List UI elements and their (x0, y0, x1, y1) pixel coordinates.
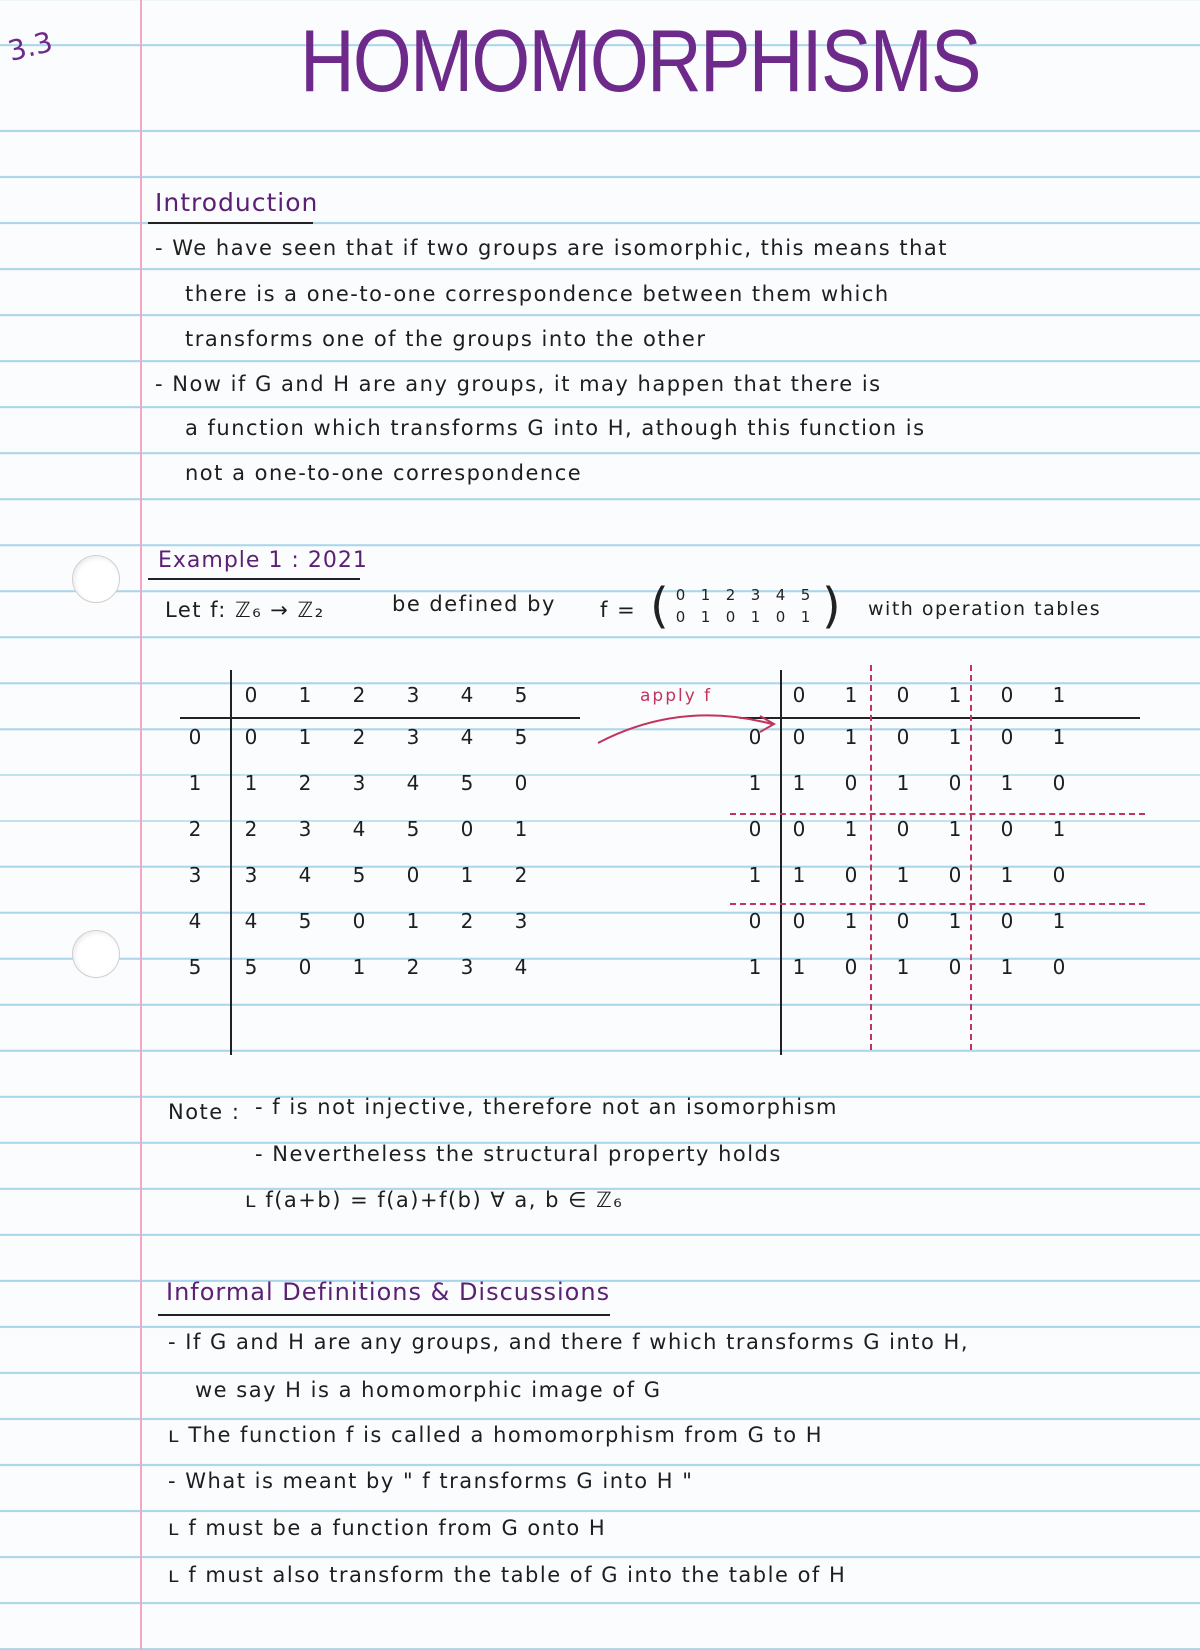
perm-bottom-value: 0 (675, 608, 686, 626)
intro-line: - Now if G and H are any groups, it may happen that there is (155, 372, 882, 396)
table-header-cell: 4 (460, 683, 474, 707)
table-cell: 0 (844, 955, 858, 979)
note-label: Note : (168, 1100, 241, 1124)
table-cell: 1 (792, 863, 806, 887)
table-cell: 1 (514, 817, 528, 841)
table-cell: 3 (244, 863, 258, 887)
table-row-label: 1 (748, 863, 762, 887)
note-line: ʟ f(a+b) = f(a)+f(b) ∀ a, b ∈ ℤ₆ (245, 1188, 624, 1212)
table-cell: 1 (896, 863, 910, 887)
table-cell: 4 (298, 863, 312, 887)
table-cell: 0 (1000, 725, 1014, 749)
table-cell: 5 (514, 725, 528, 749)
left-paren: ( (650, 578, 669, 634)
table-cell: 0 (1052, 863, 1066, 887)
table-cell: 1 (1000, 955, 1014, 979)
table-row-label: 5 (188, 955, 202, 979)
table-cell: 3 (406, 725, 420, 749)
table-header-cell: 1 (298, 683, 312, 707)
table-cell: 2 (460, 909, 474, 933)
table-cell: 0 (514, 771, 528, 795)
table-cell: 0 (244, 725, 258, 749)
table-cell: 0 (792, 725, 806, 749)
table-cell: 0 (1052, 771, 1066, 795)
perm-top-value: 2 (725, 586, 736, 604)
table-header-cell: 1 (1052, 683, 1066, 707)
table-cell: 0 (406, 863, 420, 887)
table-row-label: 2 (188, 817, 202, 841)
table-cell: 1 (298, 725, 312, 749)
table-cell: 0 (896, 725, 910, 749)
table-cell: 0 (1052, 955, 1066, 979)
table-cell: 0 (460, 817, 474, 841)
table-header-cell: 0 (896, 683, 910, 707)
definitions-line: - If G and H are any groups, and there f which transforms G into H, (168, 1330, 970, 1354)
table-cell: 1 (1000, 771, 1014, 795)
note-line: - f is not injective, therefore not an isomorphism (255, 1095, 838, 1119)
table-row-label: 1 (188, 771, 202, 795)
table-cell: 3 (352, 771, 366, 795)
table-cell: 2 (406, 955, 420, 979)
table-cell: 5 (244, 955, 258, 979)
table-cell: 4 (244, 909, 258, 933)
table-cell: 0 (948, 863, 962, 887)
intro-line: transforms one of the groups into the other (185, 327, 707, 351)
table-row-label: 3 (188, 863, 202, 887)
table-header-cell: 1 (948, 683, 962, 707)
perm-bottom-value: 1 (800, 608, 811, 626)
table-row-label: 0 (748, 817, 762, 841)
example-let-text: Let f: ℤ₆ → ℤ₂ (165, 598, 325, 622)
table-cell: 1 (948, 725, 962, 749)
table-cell: 0 (792, 817, 806, 841)
table-cell: 2 (352, 725, 366, 749)
intro-line: a function which transforms G into H, athough this function is (185, 416, 926, 440)
intro-line: not a one-to-one correspondence (185, 461, 583, 485)
table-row-label: 1 (748, 771, 762, 795)
note-line: - Nevertheless the structural property holds (255, 1142, 782, 1166)
table-cell: 0 (792, 909, 806, 933)
perm-top-value: 3 (750, 586, 761, 604)
table-cell: 0 (896, 817, 910, 841)
table-cell: 1 (1052, 817, 1066, 841)
table-cell: 5 (406, 817, 420, 841)
table-header-cell: 1 (844, 683, 858, 707)
table-cell: 2 (514, 863, 528, 887)
table-cell: 0 (844, 771, 858, 795)
table-row-label: 4 (188, 909, 202, 933)
section-number: 3.3 (4, 25, 56, 68)
table-header-cell: 3 (406, 683, 420, 707)
table-cell: 1 (1052, 725, 1066, 749)
example-heading: Example 1 : 2021 (158, 548, 368, 573)
perm-top-value: 0 (675, 586, 686, 604)
apply-f-label: apply f (640, 686, 713, 706)
table-cell: 1 (948, 817, 962, 841)
table-row-label: 0 (748, 725, 762, 749)
table-cell: 0 (1000, 909, 1014, 933)
perm-bottom-value: 0 (725, 608, 736, 626)
table-row-label: 0 (748, 909, 762, 933)
table-cell: 1 (792, 955, 806, 979)
table-cell: 0 (896, 909, 910, 933)
table-cell: 2 (244, 817, 258, 841)
table-cell: 0 (1000, 817, 1014, 841)
table-cell: 4 (514, 955, 528, 979)
perm-bottom-value: 0 (775, 608, 786, 626)
table-cell: 0 (844, 863, 858, 887)
table-cell: 1 (460, 863, 474, 887)
definitions-line: ʟ f must also transform the table of G into the table of H (168, 1563, 847, 1587)
table-row-label: 1 (748, 955, 762, 979)
table-cell: 1 (352, 955, 366, 979)
perm-bottom-value: 1 (750, 608, 761, 626)
table-cell: 1 (1000, 863, 1014, 887)
table-cell: 1 (896, 955, 910, 979)
definitions-line: ʟ f must be a function from G onto H (168, 1516, 607, 1540)
table-cell: 1 (244, 771, 258, 795)
definitions-heading: Informal Definitions & Discussions (166, 1278, 611, 1306)
table-cell: 1 (896, 771, 910, 795)
table-header-cell: 0 (792, 683, 806, 707)
table-cell: 1 (406, 909, 420, 933)
perm-bottom-value: 1 (700, 608, 711, 626)
table-header-cell: 0 (1000, 683, 1014, 707)
table-cell: 0 (948, 771, 962, 795)
table-cell: 1 (844, 909, 858, 933)
perm-top-value: 4 (775, 586, 786, 604)
perm-top-value: 5 (800, 586, 811, 604)
definitions-line: we say H is a homomorphic image of G (195, 1378, 662, 1402)
example-defined-by: be defined by (392, 592, 556, 616)
intro-line: - We have seen that if two groups are isomorphic, this means that (155, 236, 948, 260)
intro-heading: Introduction (155, 188, 319, 217)
right-paren: ) (822, 578, 841, 634)
table-cell: 1 (844, 725, 858, 749)
table-header-cell: 2 (352, 683, 366, 707)
table-cell: 1 (1052, 909, 1066, 933)
table-cell: 3 (298, 817, 312, 841)
definitions-line: - What is meant by " f transforms G into H " (168, 1469, 694, 1493)
definitions-heading-underline (158, 1314, 610, 1316)
table-cell: 3 (514, 909, 528, 933)
table-cell: 0 (352, 909, 366, 933)
definitions-line: ʟ The function f is called a homomorphism from G to H (168, 1423, 824, 1447)
example-f-eq: f = (600, 598, 637, 622)
table-cell: 1 (792, 771, 806, 795)
table-cell: 5 (352, 863, 366, 887)
intro-line: there is a one-to-one correspondence between them which (185, 282, 890, 306)
table-cell: 1 (948, 909, 962, 933)
table-cell: 0 (298, 955, 312, 979)
table-cell: 5 (298, 909, 312, 933)
perm-top-value: 1 (700, 586, 711, 604)
example-with-tables: with operation tables (868, 598, 1102, 620)
table-cell: 1 (844, 817, 858, 841)
table-cell: 3 (460, 955, 474, 979)
table-row-label: 0 (188, 725, 202, 749)
table-cell: 4 (406, 771, 420, 795)
table-header-cell: 0 (244, 683, 258, 707)
table-cell: 2 (298, 771, 312, 795)
table-cell: 5 (460, 771, 474, 795)
table-header-cell: 5 (514, 683, 528, 707)
table-cell: 4 (352, 817, 366, 841)
page-title: HOMOMORPHISMS (300, 11, 980, 110)
table-cell: 4 (460, 725, 474, 749)
table-cell: 0 (948, 955, 962, 979)
